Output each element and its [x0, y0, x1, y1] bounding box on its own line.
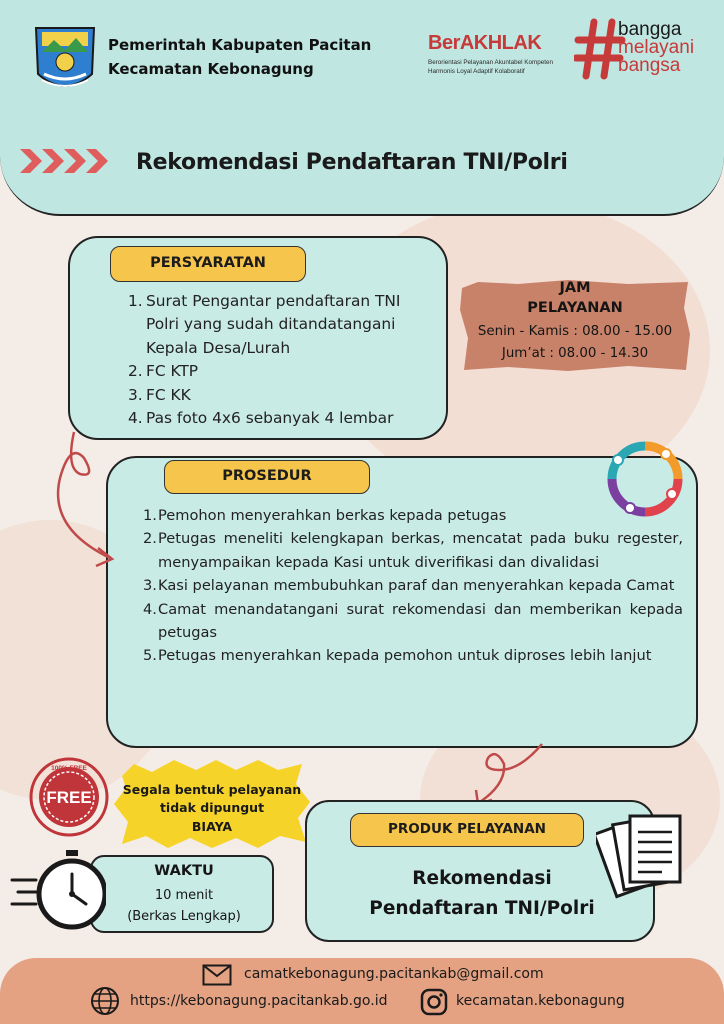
free-badge-icon	[28, 756, 110, 838]
item-line: FC KTP	[146, 362, 199, 381]
clock-icon	[10, 850, 106, 932]
berakhlak-logo	[428, 32, 578, 88]
slogan-melayani: melayani	[618, 37, 695, 58]
produk-label: PRODUK PELAYANAN	[350, 813, 584, 847]
waktu-note: (Berkas Lengkap)	[127, 909, 241, 924]
instagram-icon	[420, 988, 448, 1016]
item-number: 4.	[128, 409, 143, 428]
jam-title2: PELAYANAN	[527, 300, 623, 316]
berakhlak-sub2: Harmonis Loyal Adaptif Kolaboratif	[428, 68, 525, 75]
list-item	[143, 527, 683, 574]
item-text: Petugas meneliti kelengkapan berkas, mencatat pada buku regester, menyampaikan kepada Kasi untuk diverifikasi dan divalidasi	[158, 530, 683, 571]
persyaratan-label: PERSYARATAN	[110, 246, 306, 282]
free-badge-word: FREE	[46, 788, 92, 807]
waktu-duration: 10 menit	[154, 888, 214, 903]
jam-friday: Jum’at : 08.00 - 14.30	[501, 346, 649, 361]
berakhlak-sub1: Berorientasi Pelayanan Akuntabel Kompeten	[428, 59, 553, 66]
list-item	[128, 360, 438, 383]
item-text: Kasi pelayanan membubuhkan paraf dan menyerahkan kepada Camat	[158, 577, 675, 595]
waktu-card	[90, 855, 274, 933]
gov-name-line1: Pemerintah Kabupaten Pacitan	[108, 36, 372, 54]
list-item	[143, 504, 683, 527]
berakhlak-title: BerAKHLAK	[428, 32, 542, 54]
produk-line2: Pendaftaran TNI/Polri	[369, 898, 595, 919]
list-item	[128, 290, 438, 360]
item-text: Pemohon menyerahkan berkas kepada petugas	[158, 507, 507, 524]
free-badge-ring: 100% FREE	[51, 765, 87, 772]
item-number: 2.	[143, 530, 157, 548]
footer-email[interactable]: camatkebonagung.pacitankab@gmail.com	[244, 966, 544, 982]
kabupaten-logo-icon	[32, 22, 98, 100]
list-item	[143, 574, 683, 597]
globe-icon	[90, 986, 120, 1016]
free-line1: Segala bentuk pelayanan	[122, 782, 302, 797]
gov-name-line2: Kecamatan Kebonagung	[108, 60, 314, 78]
list-item	[128, 384, 438, 407]
item-number: 2.	[128, 362, 143, 381]
item-number: 3.	[143, 577, 157, 595]
item-line: Kepala Desa/Lurah	[146, 338, 291, 357]
footer-website[interactable]: https://kebonagung.pacitankab.go.id	[130, 993, 388, 1009]
slogan-bangga: bangga	[618, 19, 682, 40]
chevron-arrows-icon	[18, 145, 126, 177]
item-line: Polri yang sudah ditandatangani	[146, 315, 396, 334]
slogan-bangsa: bangsa	[618, 55, 681, 76]
page-title: Rekomendasi Pendaftaran TNI/Polri	[136, 150, 568, 175]
item-line: Surat Pengantar pendaftaran TNI	[146, 292, 401, 310]
mail-icon	[202, 964, 232, 986]
jam-weekday: Senin - Kamis : 08.00 - 15.00	[477, 324, 673, 339]
prosedur-list	[143, 504, 683, 668]
item-number: 1.	[128, 292, 143, 310]
list-item	[128, 407, 438, 430]
jam-pelayanan-panel	[458, 278, 692, 373]
persyaratan-list	[128, 290, 438, 430]
item-number: 1.	[143, 507, 157, 524]
free-line2: tidak dipungut	[159, 800, 265, 815]
list-item	[143, 644, 683, 667]
item-number: 5.	[143, 647, 157, 665]
list-item	[143, 598, 683, 645]
prosedur-label: PROSEDUR	[164, 460, 370, 494]
footer-instagram[interactable]: kecamatan.kebonagung	[456, 993, 625, 1009]
free-line3: BIAYA	[191, 819, 233, 834]
jam-title1: JAM	[559, 280, 591, 296]
item-number: 3.	[128, 385, 143, 404]
item-line: FC KK	[146, 385, 191, 404]
produk-line1: Rekomendasi	[412, 868, 552, 889]
waktu-title: WAKTU	[154, 863, 214, 879]
item-text: Petugas menyerahkan kepada pemohon untuk diproses lebih lanjut	[158, 647, 652, 665]
documents-icon	[596, 806, 686, 906]
item-text: Camat menandatangani surat rekomendasi dan memberikan kepada petugas	[158, 600, 683, 642]
item-number: 4.	[143, 600, 157, 618]
item-line: Pas foto 4x6 sebanyak 4 lembar	[146, 409, 394, 428]
